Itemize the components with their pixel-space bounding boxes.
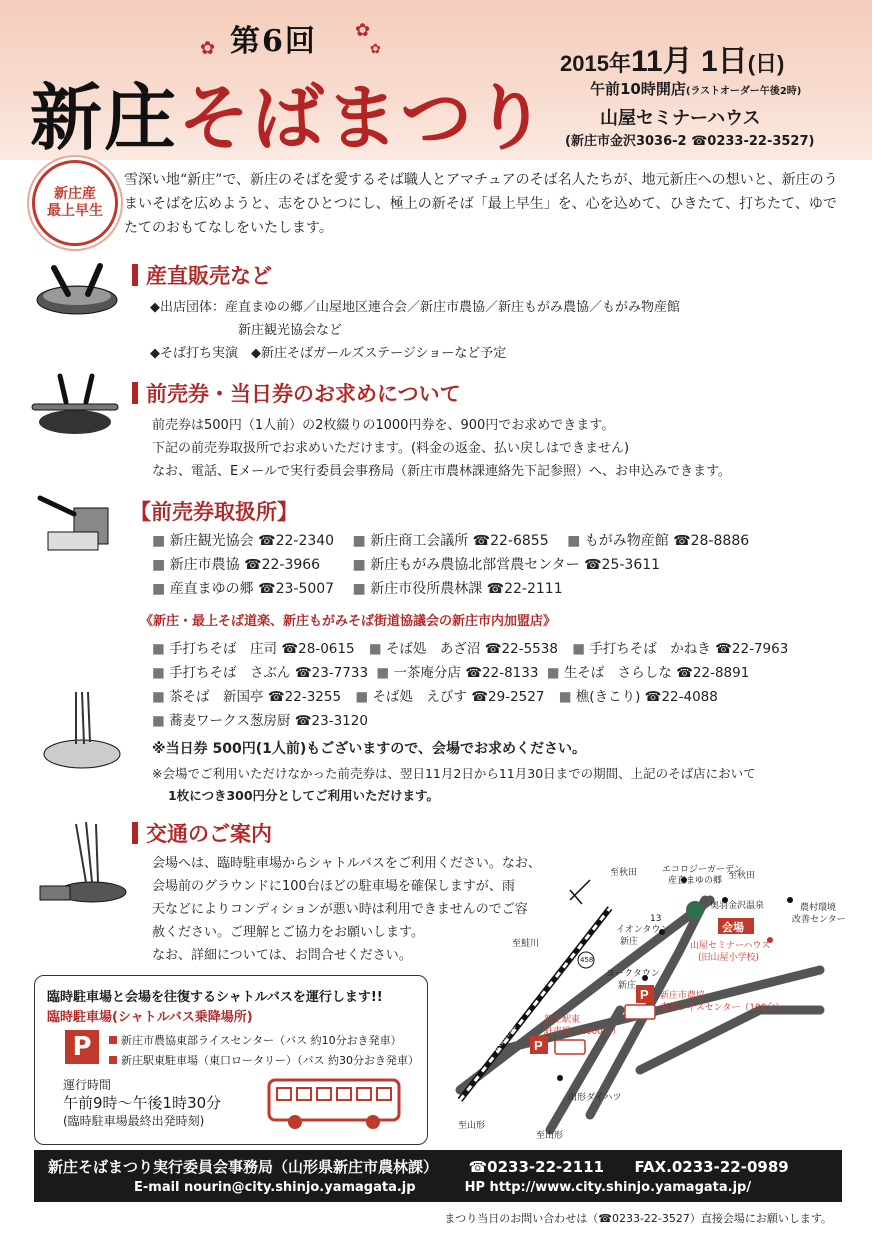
outlet-item: 新庄市役所農林課 ☎22-2111 — [370, 581, 563, 597]
open-time-text: 午前10時開店 — [590, 80, 686, 98]
shop-row — [152, 710, 368, 733]
map-label: 産直まゆの郷 — [668, 876, 723, 886]
map-label: ヨークタウン — [606, 969, 660, 979]
heading-bar — [132, 264, 138, 286]
access-line1: 会場へは、臨時駐車場からシャトルバスをご利用ください。なお、 — [152, 856, 541, 871]
map-label: 新庄 — [618, 981, 637, 991]
badge-line2: 最上早生 — [47, 203, 103, 219]
bullet: ■ — [558, 689, 572, 705]
sales-line3: ◆そば打ち実演 ◆新庄そばガールズステージショーなど予定 — [150, 346, 507, 361]
shop-item: 生そば さらしな ☎22-8891 — [563, 665, 750, 681]
map-label: 至山形 — [536, 1131, 564, 1141]
map-label: 至山形 — [458, 1121, 486, 1131]
outlet-item: もがみ物産館 ☎28-8886 — [584, 533, 750, 549]
outlet-item: 新庄商工会議所 ☎22-6855 — [370, 533, 549, 549]
tickets-line1: 前売券は500円（1人前）の2枚綴りの1000円券を、900円でお求めできます。 — [152, 418, 615, 433]
map-label: 東部ライスセンター（100台） — [660, 1003, 785, 1013]
page-title — [30, 60, 548, 164]
parking-icon: P — [65, 1030, 99, 1064]
bullet — [109, 1056, 117, 1064]
bullet: ■ — [152, 581, 166, 597]
access-line3: 天などによりコンディションが悪い時は利用できませんのでご容 — [152, 902, 528, 917]
map-label: 至秋田 — [728, 871, 756, 881]
heading-text: 交通のご案内 — [146, 822, 272, 846]
tickets-line3: なお、電話、Eメールで実行委員会事務局（新庄市農林課連絡先下記参照）へ、お申込みできます。 — [152, 464, 731, 479]
title-part2: そばまつり — [178, 75, 549, 160]
access-line4: 赦ください。ご理解とご協力をお願いします。 — [152, 925, 424, 940]
unused-ticket-notice: ※会場でご利用いただけなかった前売券は、翌日11月2日から11月30日までの期間、上記のそば店において — [152, 766, 756, 781]
date-month-day: 11月 1日 — [630, 45, 748, 78]
shop-item: 蕎麦ワークス葱房厨 ☎23-3120 — [169, 713, 368, 729]
intro-paragraph: 雪深い地“新庄”で、新庄のそばを愛するそば職人とアマチュアのそば名人たちが、地元新庄への想いと、新庄のうまいそばを広めようと、志をひとつにし、極上の新そば「最上早生」を、心を込めて、ひきたて、打ちたて、ゆでたてのおもてなしをいたします。 — [124, 172, 838, 236]
tickets-line2: 下記の前売券取扱所でお求めいただけます。(料金の返金、払い戻しはできません) — [152, 441, 630, 456]
map-roads — [440, 860, 850, 1145]
bullet: ■ — [368, 641, 382, 657]
kneading-bowl-icon — [34, 258, 120, 328]
parking-row — [109, 1032, 402, 1048]
shop-item: 手打ちそば かねき ☎22-7963 — [589, 641, 789, 657]
bullet: ■ — [152, 689, 165, 705]
bullet: ■ — [376, 665, 390, 681]
footer-email-link[interactable]: E-mail nourin@city.shinjo.yamagata.jp — [134, 1180, 416, 1195]
bullet: ■ — [572, 641, 586, 657]
soba-knife-icon — [34, 488, 124, 560]
heading-text: 前売券・当日券のお求めについて — [146, 382, 461, 406]
shuttle-bus-box — [34, 975, 428, 1145]
flower-ornament-icon: ✿ — [370, 42, 381, 57]
operating-hours — [63, 1076, 221, 1130]
shop-item: そば処 あざ沼 ☎22-5538 — [385, 641, 558, 657]
edition-label: 第6回 — [230, 24, 317, 59]
map-label: 13 — [650, 914, 662, 924]
parking-row — [109, 1052, 419, 1068]
last-order-text: (ラストオーダー午後2時) — [685, 86, 802, 97]
shop-row — [152, 686, 718, 709]
footer-website-link[interactable]: HP http://www.city.shinjo.yamagata.jp/ — [464, 1180, 752, 1195]
outlet-row — [152, 578, 563, 601]
map-label: エコロジーガーデン — [662, 865, 743, 875]
outlet-item: 新庄観光協会 ☎22-2340 — [169, 533, 335, 549]
shop-item: そば処 えびす ☎29-2527 — [372, 689, 545, 705]
map-label: 農村環境 — [800, 903, 837, 913]
bullet: ■ — [352, 581, 366, 597]
bullet: ■ — [352, 533, 366, 549]
section-outlets-heading: 【前売券取扱所】 — [130, 500, 298, 524]
map-label: 458 — [580, 956, 594, 964]
contact-footer — [34, 1150, 842, 1202]
mogami-wase-badge — [32, 160, 118, 246]
heading-text: 産直販売など — [146, 264, 272, 288]
date-weekday: (日) — [747, 51, 785, 76]
footer-line1 — [48, 1156, 789, 1177]
shop-row — [152, 638, 788, 661]
shop-item: 茶そば 新国亭 ☎22-3255 — [169, 689, 342, 705]
map-label: (旧山屋小学校) — [698, 953, 760, 963]
footer-tel: ☎0233-22-2111 — [468, 1158, 604, 1176]
unused-ticket-notice-2: 1枚につき300円分としてご利用いただけます。 — [168, 788, 440, 803]
map-label: イオンタウン — [616, 925, 670, 935]
parking-row-text: 新庄市農協東部ライスセンター（バス 約10分おき発車） — [121, 1034, 402, 1047]
map-label: 山屋セミナーハウス — [690, 941, 771, 951]
svg-text:P: P — [534, 1038, 543, 1053]
bullet: ■ — [152, 533, 166, 549]
footer-fax: FAX.0233-22-0989 — [634, 1158, 789, 1176]
sched-time: 午前9時～午後1時30分 — [63, 1094, 222, 1112]
bullet: ■ — [152, 665, 165, 681]
member-shops-subheading: 《新庄・最上そば道楽、新庄もがみそば街道協議会の新庄市内加盟店》 — [140, 614, 557, 629]
sched-note: (臨時駐車場最終出発時刻) — [63, 1114, 205, 1128]
bullet: ■ — [355, 689, 369, 705]
bottom-note: まつり当日のお問い合わせは（☎0233-22-3527）直接会場にお願いします。 — [444, 1212, 832, 1225]
map-label: 至秋田 — [610, 868, 638, 878]
bullet: ■ — [352, 557, 366, 573]
heading-bar — [132, 822, 138, 844]
outlet-item: 新庄もがみ農協北部営農センター ☎25-3611 — [370, 557, 661, 573]
map-label: JR新庄駅 — [490, 1022, 518, 1053]
bullet: ■ — [152, 713, 165, 729]
flower-ornament-icon: ✿ — [200, 38, 216, 59]
badge-line1: 新庄産 — [54, 186, 96, 203]
event-date — [560, 36, 784, 80]
footer-line2 — [134, 1180, 751, 1195]
outlet-item: 産直まゆの郷 ☎23-5007 — [169, 581, 335, 597]
heading-bar — [132, 382, 138, 404]
date-year: 2015年 — [560, 51, 631, 76]
open-time — [590, 78, 801, 99]
bullet: ■ — [546, 665, 560, 681]
access-line5: なお、詳細については、お問合せください。 — [152, 948, 412, 963]
svg-text:P: P — [640, 987, 649, 1002]
sched-label: 運行時間 — [63, 1078, 112, 1092]
section-access-heading — [132, 818, 272, 848]
bullet: ■ — [152, 557, 166, 573]
shop-row — [152, 662, 749, 685]
outlet-row — [152, 554, 660, 577]
shuttle-title: 臨時駐車場と会場を往復するシャトルバスを運行します!! — [47, 990, 383, 1005]
map-label: 新庄市農協 — [660, 991, 706, 1001]
shop-item: 樵(きこり) ☎22-4088 — [575, 689, 718, 705]
bullet: ■ — [567, 533, 581, 549]
map-label: 山形ダイハツ — [568, 1093, 622, 1103]
bullet: ■ — [152, 641, 165, 657]
access-line2: 会場前のグラウンドに100台ほどの駐車場を確保しますが、雨 — [152, 879, 515, 894]
venue-name: 山屋セミナーハウス — [600, 108, 761, 129]
section-sales-heading — [132, 260, 272, 290]
rolling-pin-icon — [30, 370, 120, 440]
bullet — [109, 1036, 117, 1044]
map-label: 奥羽金沢温泉 — [710, 901, 765, 911]
shop-item: 一茶庵分店 ☎22-8133 — [393, 665, 539, 681]
section-tickets-heading — [132, 378, 461, 408]
outlet-item: 新庄市農協 ☎22-3966 — [169, 557, 321, 573]
shop-item: 手打ちそば 庄司 ☎28-0615 — [169, 641, 355, 657]
access-map — [440, 860, 850, 1145]
parking-row-text: 新庄駅東駐車場（東口ロータリー）（バス 約30分おき発車） — [121, 1054, 419, 1067]
same-day-ticket-notice: ※当日券 500円(1人前)もございますので、会場でお求めください。 — [152, 741, 586, 757]
soba-bowl-icon — [36, 816, 130, 906]
shop-item: 手打ちそば さぶん ☎23-7733 — [169, 665, 369, 681]
flower-ornament-icon: ✿ — [355, 20, 371, 41]
map-label: 会場 — [722, 921, 744, 934]
venue-address: (新庄市金沢3036-2 ☎0233-22-3527) — [565, 134, 815, 149]
map-label: 新庄駅東 — [544, 1015, 581, 1025]
sales-line1: ◆出店団体：産直まゆの郷／山屋地区連合会／新庄市農協／新庄もがみ農協／もがみ物産館 — [150, 300, 680, 315]
map-label: 至鮭川 — [512, 939, 540, 949]
title-part1: 新庄 — [30, 75, 179, 160]
outlet-row — [152, 530, 749, 553]
sales-line2: 新庄観光協会など — [238, 323, 343, 338]
map-label: 新庄 — [620, 937, 639, 947]
map-label: 駐車場（1000台） — [544, 1027, 621, 1037]
bus-icon — [267, 1076, 403, 1136]
shuttle-subtitle: 臨時駐車場(シャトルバス乗降場所) — [47, 1010, 253, 1025]
boiling-noodles-icon — [40, 688, 124, 778]
map-label: 改善センター — [792, 915, 846, 925]
footer-org: 新庄そばまつり実行委員会事務局（山形県新庄市農林課） — [48, 1158, 439, 1176]
